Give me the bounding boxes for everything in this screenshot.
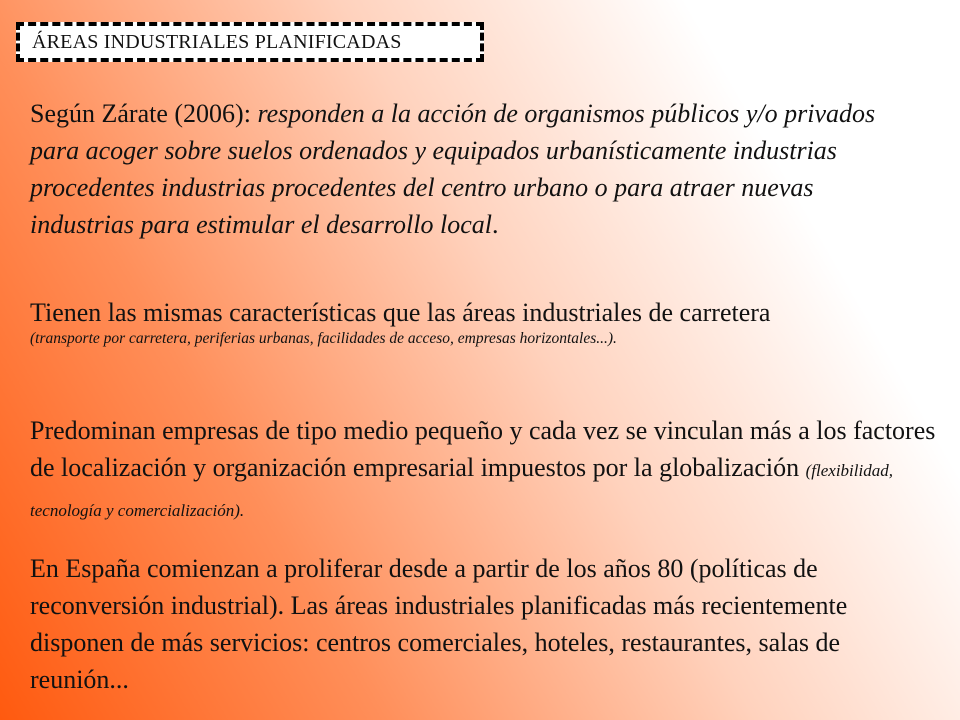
definition-end: . [492,210,499,239]
definition-lead: Según Zárate (2006): [30,99,258,128]
characteristics-main: Tienen las mismas características que las áreas industriales de carretera [30,298,771,327]
paragraph-definition [30,95,910,243]
companies-note: (flexibilidad, tecnología y comercialización). [30,461,893,520]
definition-quote: responden a la acción de organismos públicos y/o privados para acoger sobre suelos ordenados y equipados urbanísticamente industrias procedentes industrias procedentes del centro urbano o para atraer nuevas industrias para estimular el desarrollo local [30,99,876,239]
paragraph-characteristics [30,297,950,350]
companies-main: Predominan empresas de tipo medio pequeño y cada vez se vinculan más a los factores de localización y organización empresarial impuestos por la globalización [30,416,936,482]
slide-title: ÁREAS INDUSTRIALES PLANIFICADAS [32,30,402,53]
paragraph-spain: En España comienzan a proliferar desde a partir de los años 80 (políticas de reconversión industrial). Las áreas industriales planificadas más recientemente disponen de más servicios: centros comerciales, hoteles, restaurantes, salas de reunión... [30,554,848,694]
characteristics-note: (transporte por carretera, periferias urbanas, facilidades de acceso, empresas horizontales...). [30,330,617,347]
paragraph-companies [30,412,950,529]
slide-title-box [16,22,484,62]
